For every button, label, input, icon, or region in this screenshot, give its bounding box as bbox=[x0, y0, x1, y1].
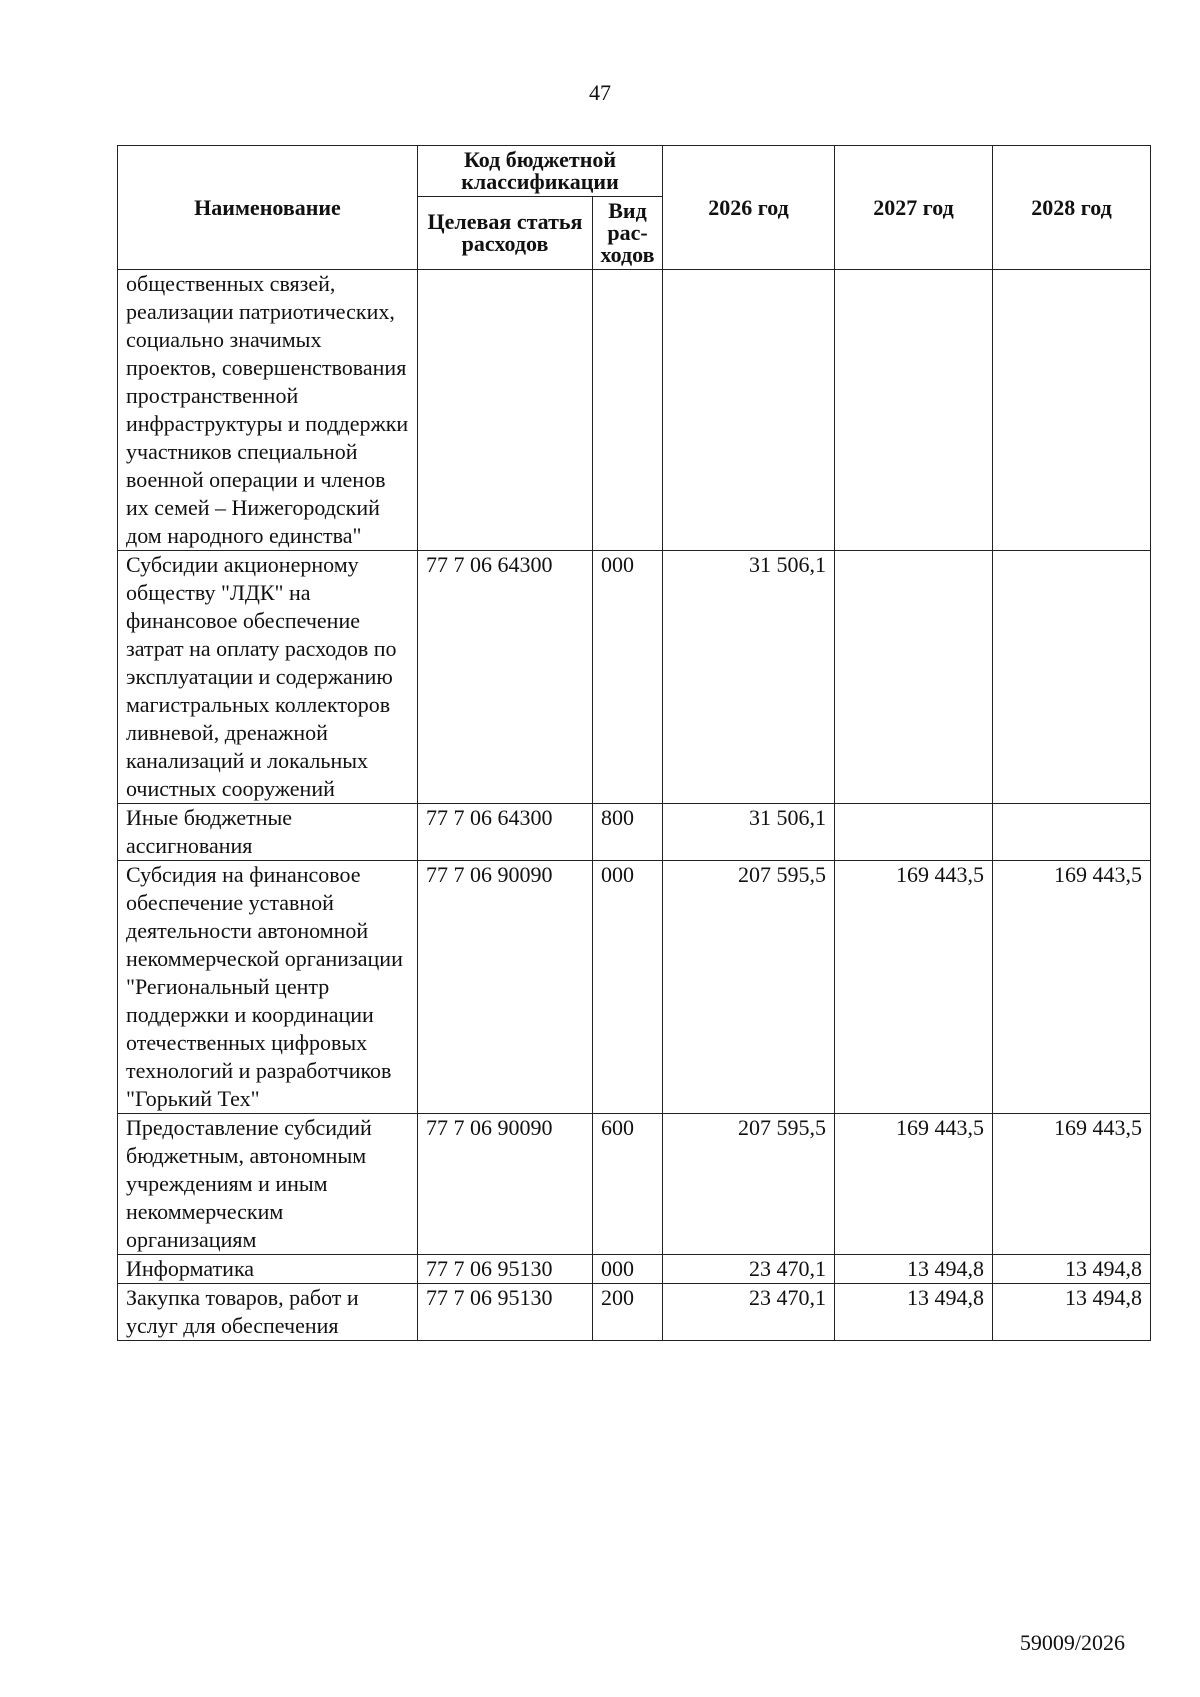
header-expense-type: Вид рас- ходов bbox=[593, 197, 663, 270]
header-year-2026: 2026 год bbox=[663, 146, 835, 270]
table-row bbox=[118, 551, 1151, 804]
header-year-2028: 2028 год bbox=[993, 146, 1151, 270]
table-row bbox=[118, 1255, 1151, 1284]
header-target-article: Целевая статья расходов bbox=[418, 197, 593, 270]
row-amount-2026 bbox=[663, 270, 835, 551]
row-amount-2028 bbox=[993, 270, 1151, 551]
row-target-article: 77 7 06 90090 bbox=[418, 1114, 593, 1255]
row-target-article: 77 7 06 64300 bbox=[418, 551, 593, 804]
row-amount-2027 bbox=[835, 551, 993, 804]
document-registration-number: 59009/2026 bbox=[1019, 1630, 1125, 1655]
table-row bbox=[118, 270, 1151, 551]
row-name: Иные бюджетные ассигнования bbox=[118, 804, 418, 861]
table-row bbox=[118, 804, 1151, 861]
row-name: общественных связей, реализации патриотических, социально значимых проектов, совершенствования пространственной инфраструктуры и поддержки участников специальной военной операции и членов их семей – Нижегородский дом народного единства" bbox=[118, 270, 418, 551]
row-amount-2026: 207 595,5 bbox=[663, 1114, 835, 1255]
row-amount-2027: 13 494,8 bbox=[835, 1284, 993, 1341]
row-name: Субсидии акционерному обществу "ЛДК" на финансовое обеспечение затрат на оплату расходов по эксплуатации и содержанию магистральных коллекторов ливневой, дренажной канализаций и локальных очистных сооружений bbox=[118, 551, 418, 804]
row-expense-type: 000 bbox=[593, 861, 663, 1114]
row-target-article: 77 7 06 90090 bbox=[418, 861, 593, 1114]
row-expense-type: 000 bbox=[593, 551, 663, 804]
row-amount-2028: 13 494,8 bbox=[993, 1255, 1151, 1284]
header-budget-code: Код бюджетной классификации bbox=[418, 146, 663, 197]
row-amount-2028 bbox=[993, 804, 1151, 861]
row-expense-type: 800 bbox=[593, 804, 663, 861]
header-year-2027: 2027 год bbox=[835, 146, 993, 270]
row-target-article: 77 7 06 95130 bbox=[418, 1255, 593, 1284]
row-name: Информатика bbox=[118, 1255, 418, 1284]
row-target-article: 77 7 06 95130 bbox=[418, 1284, 593, 1341]
row-name: Субсидия на финансовое обеспечение уставной деятельности автономной некоммерческой организации "Региональный центр поддержки и координации отечественных цифровых технологий и разработчиков "Горький Тех" bbox=[118, 861, 418, 1114]
row-amount-2028: 13 494,8 bbox=[993, 1284, 1151, 1341]
row-amount-2026: 31 506,1 bbox=[663, 804, 835, 861]
row-name: Предоставление субсидий бюджетным, автономным учреждениям и иным некоммерческим организациям bbox=[118, 1114, 418, 1255]
row-amount-2027: 169 443,5 bbox=[835, 1114, 993, 1255]
row-amount-2027 bbox=[835, 270, 993, 551]
table-row bbox=[118, 1114, 1151, 1255]
row-amount-2026: 207 595,5 bbox=[663, 861, 835, 1114]
row-name: Закупка товаров, работ и услуг для обеспечения bbox=[118, 1284, 418, 1341]
header-row-1 bbox=[118, 146, 1151, 197]
row-amount-2026: 31 506,1 bbox=[663, 551, 835, 804]
page-number: 47 bbox=[589, 80, 611, 105]
row-amount-2026: 23 470,1 bbox=[663, 1255, 835, 1284]
row-expense-type: 000 bbox=[593, 1255, 663, 1284]
row-amount-2026: 23 470,1 bbox=[663, 1284, 835, 1341]
row-amount-2028: 169 443,5 bbox=[993, 861, 1151, 1114]
row-expense-type: 600 bbox=[593, 1114, 663, 1255]
row-amount-2027: 13 494,8 bbox=[835, 1255, 993, 1284]
budget-table bbox=[117, 145, 1151, 1341]
row-amount-2027: 169 443,5 bbox=[835, 861, 993, 1114]
table-row bbox=[118, 861, 1151, 1114]
row-target-article bbox=[418, 270, 593, 551]
row-amount-2028: 169 443,5 bbox=[993, 1114, 1151, 1255]
table-row bbox=[118, 1284, 1151, 1341]
row-target-article: 77 7 06 64300 bbox=[418, 804, 593, 861]
row-expense-type bbox=[593, 270, 663, 551]
row-expense-type: 200 bbox=[593, 1284, 663, 1341]
row-amount-2027 bbox=[835, 804, 993, 861]
header-name: Наименование bbox=[118, 146, 418, 270]
row-amount-2028 bbox=[993, 551, 1151, 804]
